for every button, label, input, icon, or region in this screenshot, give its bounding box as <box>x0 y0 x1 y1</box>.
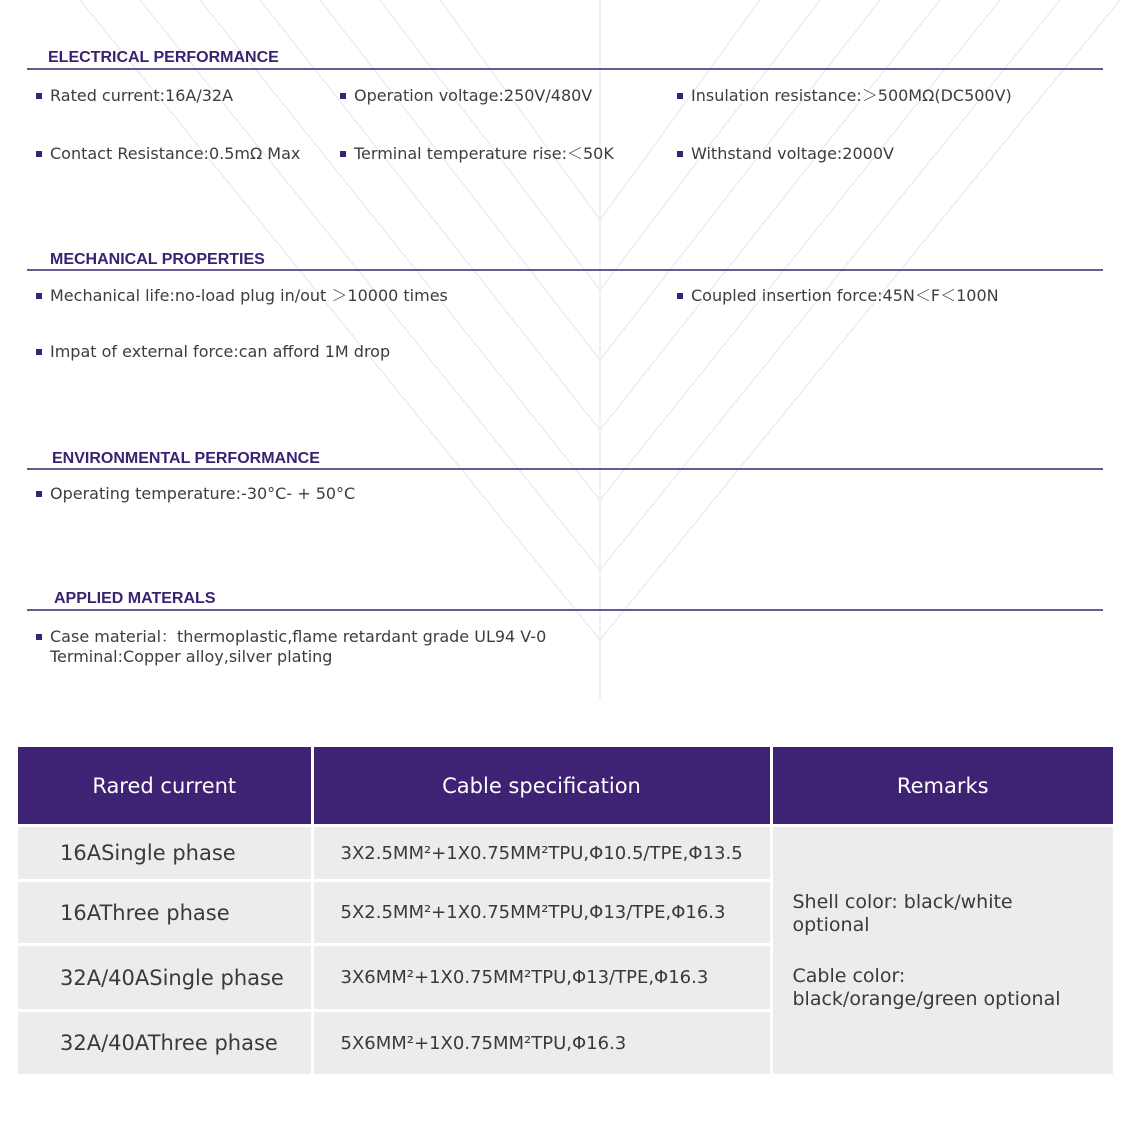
spec-item: Case material：thermoplastic,flame retardant grade UL94 V-0 Terminal:Copper alloy,silver plating <box>50 627 546 667</box>
cable-cell: 3X6MM²+1X0.75MM²TPU,Φ13/TPE,Φ16.3 <box>312 945 771 1011</box>
remark-cable-color: Cable color: black/orange/green optional <box>792 964 1061 1010</box>
header-cable-specification: Cable specification <box>312 747 771 826</box>
environmental-title: ENVIRONMENTAL PERFORMANCE <box>52 450 320 467</box>
spec-item: Rated current:16A/32A <box>50 86 233 106</box>
bullet-icon <box>36 151 42 157</box>
bullet-icon <box>677 151 683 157</box>
spec-item: Contact Resistance:0.5mΩ Max <box>50 144 300 164</box>
current-cell: 32A/40AThree phase <box>18 1011 312 1076</box>
spec-item: Withstand voltage:2000V <box>691 144 894 164</box>
spec-item: Coupled insertion force:45N＜F＜100N <box>691 286 999 306</box>
cable-cell: 3X2.5MM²+1X0.75MM²TPU,Φ10.5/TPE,Φ13.5 <box>312 826 771 881</box>
spec-item: Operating temperature:-30°C- + 50°C <box>50 484 355 504</box>
bullet-icon <box>36 349 42 355</box>
bullet-icon <box>677 93 683 99</box>
remark-shell-color: Shell color: black/white optional <box>792 890 1013 936</box>
materials-divider <box>27 609 1103 611</box>
electrical-divider <box>27 68 1103 70</box>
cable-spec-table <box>18 747 1113 1077</box>
bullet-icon <box>677 293 683 299</box>
current-cell: 32A/40ASingle phase <box>18 945 312 1011</box>
spec-item: Operation voltage:250V/480V <box>354 86 592 106</box>
mechanical-divider <box>27 269 1103 271</box>
cable-cell: 5X2.5MM²+1X0.75MM²TPU,Φ13/TPE,Φ16.3 <box>312 881 771 945</box>
current-cell: 16ASingle phase <box>18 826 312 881</box>
electrical-title: ELECTRICAL PERFORMANCE <box>48 49 279 66</box>
spec-item: Insulation resistance:＞500MΩ(DC500V) <box>691 86 1012 106</box>
spec-item: Impat of external force:can afford 1M drop <box>50 342 390 362</box>
mechanical-title: MECHANICAL PROPERTIES <box>50 251 265 268</box>
current-cell: 16AThree phase <box>18 881 312 945</box>
cable-cell: 5X6MM²+1X0.75MM²TPU,Φ16.3 <box>312 1011 771 1076</box>
bullet-icon <box>340 93 346 99</box>
header-remarks: Remarks <box>771 747 1113 826</box>
bullet-icon <box>36 293 42 299</box>
header-rated-current: Rared current <box>18 747 312 826</box>
bullet-icon <box>36 634 42 640</box>
environmental-divider <box>27 468 1103 470</box>
table-header-row <box>18 747 1113 826</box>
table-row <box>18 826 1113 881</box>
spec-item: Terminal temperature rise:＜50K <box>354 144 614 164</box>
materials-title: APPLIED MATERALS <box>54 590 216 607</box>
bullet-icon <box>340 151 346 157</box>
remarks-cell <box>771 826 1113 1076</box>
spec-item: Mechanical life:no-load plug in/out ＞10000 times <box>50 286 448 306</box>
bullet-icon <box>36 93 42 99</box>
bullet-icon <box>36 491 42 497</box>
